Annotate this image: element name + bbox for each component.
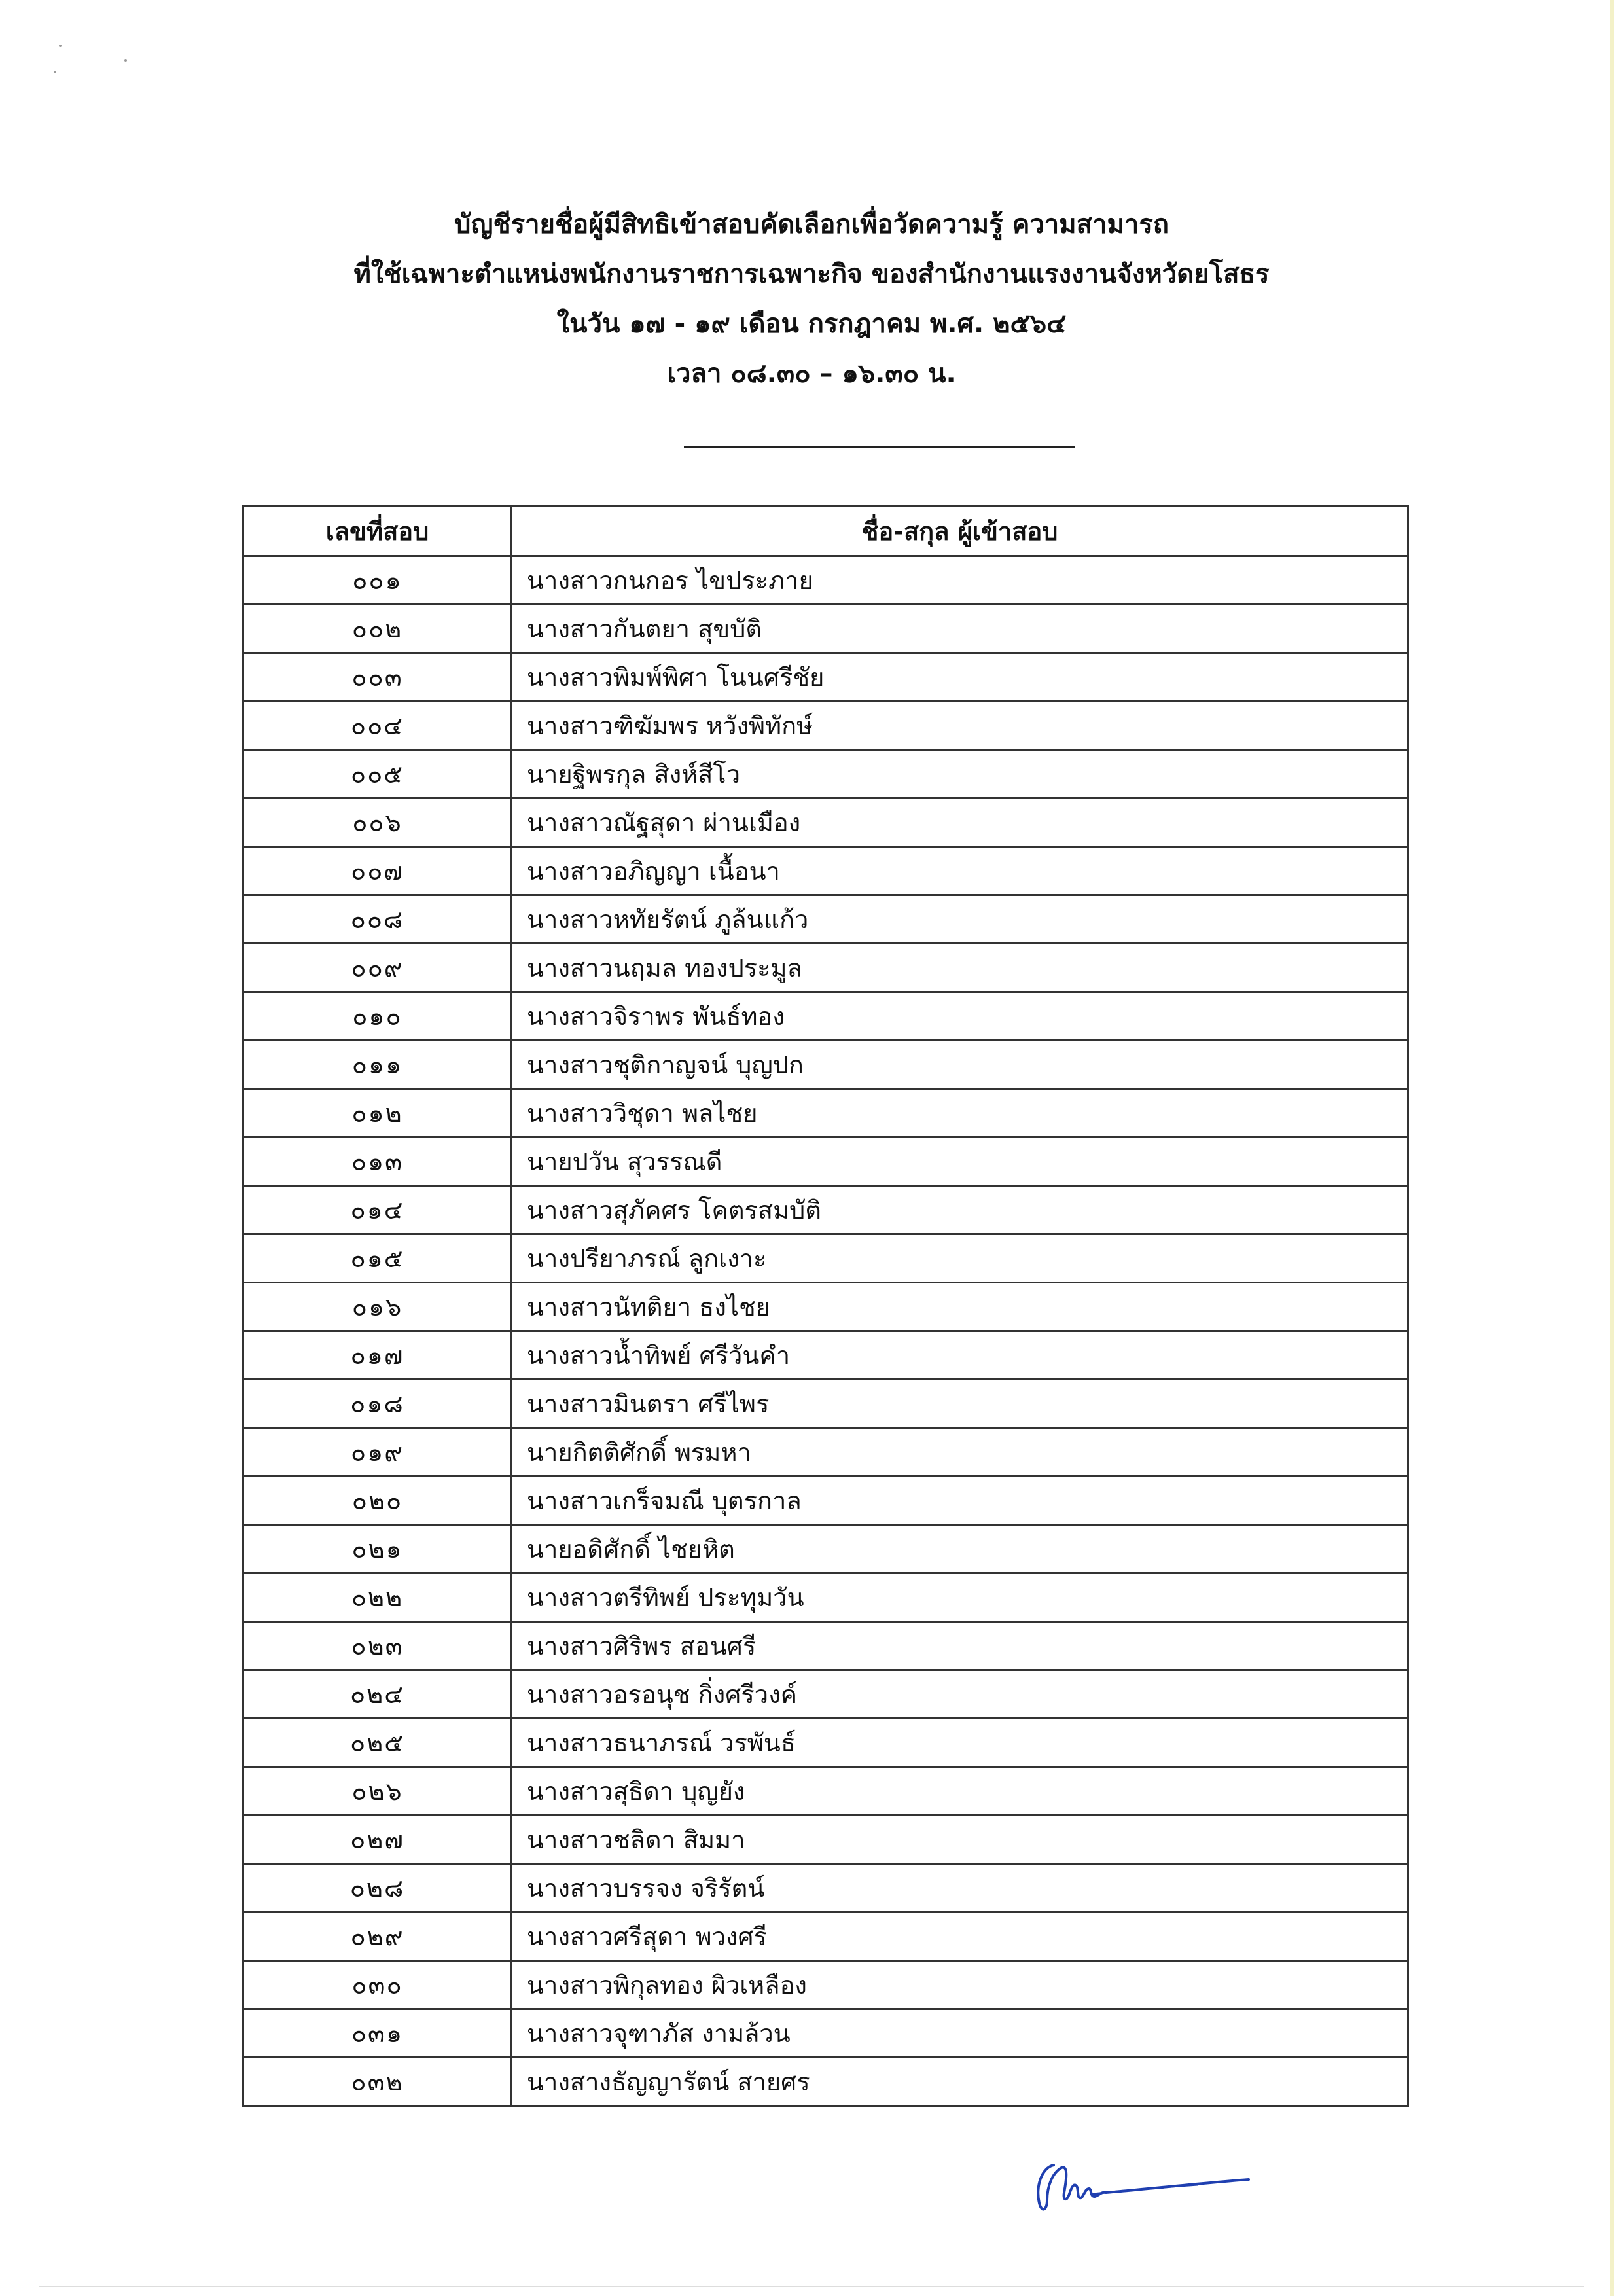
- scan-speck: [54, 71, 56, 73]
- table-row: [243, 702, 1408, 750]
- table-row: [243, 1234, 1408, 1283]
- exam-number: ๐๐๙: [243, 944, 512, 992]
- page-bottom-line: [39, 2286, 1584, 2287]
- table-row: [243, 750, 1408, 798]
- table-row: [243, 1912, 1408, 1961]
- table-row: [243, 847, 1408, 895]
- candidate-name: นางสาวจิราพร พันธ์ทอง: [512, 992, 1408, 1041]
- candidate-name: นางสาวฑิฆัมพร หวังพิทักษ์: [512, 702, 1408, 750]
- signature: [1027, 2145, 1263, 2217]
- table-row: [243, 1186, 1408, 1234]
- candidate-name: นางสาวณัฐสุดา ผ่านเมือง: [512, 798, 1408, 847]
- candidate-name: นางสาวหทัยรัตน์ ภูล้นแก้ว: [512, 895, 1408, 944]
- candidate-name: นางสาวกันตยา สุขบัติ: [512, 605, 1408, 653]
- header-divider: [684, 446, 1075, 448]
- table-row: [243, 1428, 1408, 1477]
- candidate-name: นางสาวชุติกาญจน์ บุญปก: [512, 1041, 1408, 1089]
- table-row: [243, 895, 1408, 944]
- exam-number: ๐๐๑: [243, 556, 512, 605]
- table-row: [243, 1573, 1408, 1622]
- candidate-name: นายอดิศักดิ์ ไชยหิต: [512, 1525, 1408, 1573]
- table-row: [243, 1622, 1408, 1670]
- exam-number: ๐๐๒: [243, 605, 512, 653]
- exam-number: ๐๑๐: [243, 992, 512, 1041]
- exam-number: ๐๒๙: [243, 1912, 512, 1961]
- candidate-name: นางสาวนัทติยา ธงไชย: [512, 1283, 1408, 1331]
- exam-number: ๐๓๐: [243, 1961, 512, 2009]
- exam-number: ๐๒๔: [243, 1670, 512, 1719]
- table-row: [243, 1089, 1408, 1138]
- table-row: [243, 1380, 1408, 1428]
- document-header: [0, 208, 1623, 407]
- candidate-name: นายฐิพรกุล สิงห์สีโว: [512, 750, 1408, 798]
- candidate-name: นางสาวตรีทิพย์ ประทุมวัน: [512, 1573, 1408, 1622]
- table-row: [243, 1138, 1408, 1186]
- table-row: [243, 2009, 1408, 2058]
- table-row: [243, 605, 1408, 653]
- exam-number: ๐๐๓: [243, 653, 512, 702]
- table-row: [243, 1283, 1408, 1331]
- table-row: [243, 1719, 1408, 1767]
- table-row: [243, 1961, 1408, 2009]
- candidate-name: นางสาวชลิดา สิมมา: [512, 1816, 1408, 1864]
- exam-number: ๐๐๕: [243, 750, 512, 798]
- exam-number: ๐๒๒: [243, 1573, 512, 1622]
- table-row: [243, 1041, 1408, 1089]
- candidate-name: นางสาวธนาภรณ์ วรพันธ์: [512, 1719, 1408, 1767]
- scan-speck: [59, 45, 62, 47]
- column-header-name: ชื่อ-สกุล ผู้เข้าสอบ: [512, 507, 1408, 556]
- table-row: [243, 1864, 1408, 1912]
- exam-number: ๐๑๑: [243, 1041, 512, 1089]
- table-row: [243, 2058, 1408, 2106]
- candidate-name: นางสาวสุธิดา บุญยัง: [512, 1767, 1408, 1816]
- candidate-name: นายปวัน สุวรรณดี: [512, 1138, 1408, 1186]
- exam-number: ๐๑๔: [243, 1186, 512, 1234]
- exam-number: ๐๑๘: [243, 1380, 512, 1428]
- candidate-name: นางสาวศิริพร สอนศรี: [512, 1622, 1408, 1670]
- table-row: [243, 1331, 1408, 1380]
- scan-speck: [124, 59, 127, 62]
- exam-number: ๐๒๕: [243, 1719, 512, 1767]
- header-time: เวลา ๐๘.๓๐ – ๑๖.๓๐ น.: [667, 359, 956, 389]
- candidate-name: นางปรียาภรณ์ ลูกเงาะ: [512, 1234, 1408, 1283]
- exam-number: ๐๐๖: [243, 798, 512, 847]
- candidate-name: นางสาวเกร็จมณี บุตรกาล: [512, 1477, 1408, 1525]
- table-row: [243, 992, 1408, 1041]
- candidate-table: [242, 505, 1409, 2107]
- header-date: ในวัน ๑๗ - ๑๙ เดือน กรกฎาคม พ.ศ. ๒๕๖๔: [556, 309, 1067, 339]
- header-title: บัญชีรายชื่อผู้มีสิทธิเข้าสอบคัดเลือกเพื่อวัดความรู้ ความสามารถ: [454, 209, 1169, 240]
- candidate-name: นายกิตติศักดิ์ พรมหา: [512, 1428, 1408, 1477]
- candidate-name: นางสาวกนกอร ไขประภาย: [512, 556, 1408, 605]
- candidate-name: นางสาวศรีสุดา พวงศรี: [512, 1912, 1408, 1961]
- exam-number: ๐๓๒: [243, 2058, 512, 2106]
- exam-number: ๐๑๕: [243, 1234, 512, 1283]
- exam-number: ๐๒๓: [243, 1622, 512, 1670]
- table-row: [243, 1767, 1408, 1816]
- exam-number: ๐๐๘: [243, 895, 512, 944]
- table-row: [243, 798, 1408, 847]
- table-header-row: [243, 507, 1408, 556]
- candidate-name: นางสาวจุฑาภัส งามล้วน: [512, 2009, 1408, 2058]
- exam-number: ๐๐๗: [243, 847, 512, 895]
- candidate-name: นางสาวอภิญญา เนื้อนา: [512, 847, 1408, 895]
- exam-number: ๐๑๓: [243, 1138, 512, 1186]
- exam-number: ๐๑๖: [243, 1283, 512, 1331]
- table-row: [243, 556, 1408, 605]
- candidate-name: นางสาวอรอนุช กิ่งศรีวงค์: [512, 1670, 1408, 1719]
- table-row: [243, 653, 1408, 702]
- exam-number: ๐๑๒: [243, 1089, 512, 1138]
- table-row: [243, 1477, 1408, 1525]
- table-body: [243, 556, 1408, 2106]
- candidate-name: นางสางธัญญารัตน์ สายศร: [512, 2058, 1408, 2106]
- candidate-name: นางสาวนฤมล ทองประมูล: [512, 944, 1408, 992]
- candidate-name: นางสาวมินตรา ศรีไพร: [512, 1380, 1408, 1428]
- candidate-name: นางสาวพิกุลทอง ผิวเหลือง: [512, 1961, 1408, 2009]
- candidate-name: นางสาววิชุดา พลไชย: [512, 1089, 1408, 1138]
- exam-number: ๐๒๗: [243, 1816, 512, 1864]
- column-header-number: เลขที่สอบ: [243, 507, 512, 556]
- candidate-name: นางสาวสุภัคศร โคตรสมบัติ: [512, 1186, 1408, 1234]
- table-row: [243, 1670, 1408, 1719]
- exam-number: ๐๒๐: [243, 1477, 512, 1525]
- exam-number: ๐๓๑: [243, 2009, 512, 2058]
- table-row: [243, 1525, 1408, 1573]
- candidate-name: นางสาวบรรจง จริรัตน์: [512, 1864, 1408, 1912]
- exam-number: ๐๒๘: [243, 1864, 512, 1912]
- candidate-name: นางสาวน้ำทิพย์ ศรีวันคำ: [512, 1331, 1408, 1380]
- header-position: ที่ใช้เฉพาะตำแหน่งพนักงานราชการเฉพาะกิจ ของสำนักงานแรงงานจังหวัดยโสธร: [353, 259, 1270, 289]
- table-row: [243, 1816, 1408, 1864]
- exam-number: ๐๒๑: [243, 1525, 512, 1573]
- exam-number: ๐๒๖: [243, 1767, 512, 1816]
- exam-number: ๐๑๙: [243, 1428, 512, 1477]
- exam-number: ๐๐๔: [243, 702, 512, 750]
- table-row: [243, 944, 1408, 992]
- candidate-name: นางสาวพิมพ์พิศา โนนศรีชัย: [512, 653, 1408, 702]
- exam-number: ๐๑๗: [243, 1331, 512, 1380]
